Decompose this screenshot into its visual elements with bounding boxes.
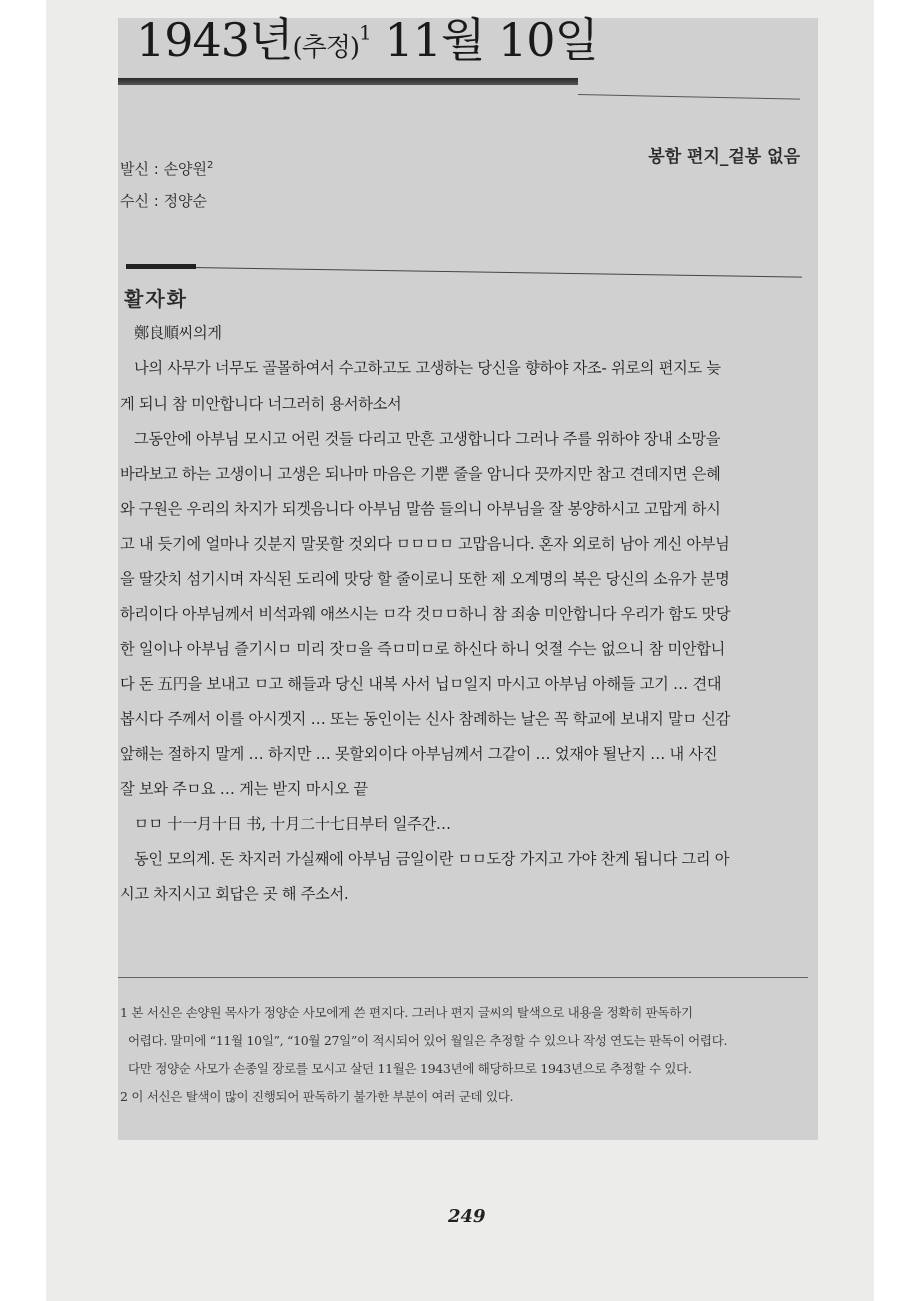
body-line: 동인 모의게. 돈 차지러 가실째에 아부님 금일이란 ㅁㅁ도장 가지고 가야 찬게 됩니다 그리 아 — [134, 850, 730, 868]
title-note-mark: 1 — [359, 20, 371, 45]
enclosure-note: 봉함 편지_겉봉 없음 — [648, 147, 800, 167]
footnote-rule — [118, 977, 808, 978]
body-line: 와 구원은 우리의 차지가 되겟음니다 아부님 말씀 들의니 아부님을 잘 봉양하시고 고맙게 하시 — [120, 500, 721, 518]
title-year: 1943년 — [136, 13, 293, 67]
body-line: 고 내 듯기에 얼마나 깃분지 말못할 것외다 ㅁㅁㅁㅁ 고맙음니다. 혼자 외로히 남아 게신 아부님 — [120, 535, 730, 553]
sender-note-mark: 2 — [207, 160, 214, 171]
section-rule-thick — [126, 264, 196, 269]
body-line: 나의 사무가 너무도 골몰하여서 수고하고도 고생하는 당신을 향하야 자조- 위로의 편지도 늦 — [134, 359, 721, 377]
title-rule — [118, 78, 578, 85]
body-line: 그동안에 아부님 모시고 어린 것들 다리고 만흔 고생합니다 그러나 주를 위하야 장내 소망을 — [134, 430, 721, 448]
body-line: 하리이다 아부님께서 비석과웨 애쓰시는 ㅁ각 것ㅁㅁ하니 참 죄송 미안합니다 우리가 함도 맛당 — [120, 605, 731, 623]
title-date: 11월 10일 — [384, 13, 598, 67]
sender-label: 발신 : 손양원 — [120, 160, 208, 178]
letter-title — [136, 4, 598, 70]
body-line: 다 돈 五円을 보내고 ㅁ고 해들과 당신 내복 사서 닙ㅁ일지 마시고 아부님 아해들 고기 … 견대 — [120, 675, 722, 693]
recipient: 수신 : 정양순 — [120, 192, 208, 210]
footnote-line: 어렵다. 말미에 “11월 10일”, “10월 27일”이 적시되어 있어 월일은 추정할 수 있으나 작성 연도는 판독이 어렵다. — [128, 1033, 728, 1048]
body-line: 시고 차지시고 회답은 곳 해 주소서. — [120, 885, 349, 903]
body-line: 앞해는 절하지 말게 … 하지만 … 못할외이다 아부님께서 그같이 … 었재야 될난지 … 내 사진 — [120, 745, 718, 763]
footnote-line: 1 본 서신은 손양원 목사가 정양순 사모에게 쓴 편지다. 그러나 편지 글씨의 탈색으로 내용을 정확히 판독하기 — [120, 1005, 693, 1020]
body-line: 게 되니 참 미안합니다 너그러히 용서하소서 — [120, 395, 402, 413]
body-line: 鄭良順씨의게 — [134, 324, 222, 342]
body-line: ㅁㅁ 十一月十日 书, 十月二十七日부터 일주간… — [134, 815, 451, 833]
body-line: 바라보고 하는 고생이니 고생은 되나마 마음은 기뿐 줄을 암니다 끗까지만 참고 견데지면 은혜 — [120, 465, 721, 483]
section-title: 활자화 — [124, 287, 188, 311]
sender — [120, 158, 213, 179]
body-line: 잘 보와 주ㅁ요 … 게는 받지 마시오 끝 — [120, 780, 368, 798]
footnote-line: 다만 정양순 사모가 손종일 장로를 모시고 살던 11월은 1943년에 해당하므로 1943년으로 추정할 수 있다. — [128, 1061, 692, 1076]
body-line: 을 딸갓치 섬기시며 자식된 도리에 맛당 할 줄이로니 또한 제 오계명의 복은 당신의 소유가 분명 — [120, 570, 730, 588]
footnote-line: 2 이 서신은 탈색이 많이 진행되어 판독하기 불가한 부분이 여러 군데 있다. — [120, 1089, 514, 1104]
title-estimated: (추정) — [292, 33, 360, 63]
body-line: 한 일이나 아부님 즐기시ㅁ 미리 잣ㅁ을 즉ㅁ미ㅁ로 하신다 하니 엇졀 수는 없으니 참 미안합니 — [120, 640, 725, 658]
page-number: 249 — [448, 1206, 486, 1227]
body-line: 봅시다 주께서 이를 아시겟지 … 또는 동인이는 신사 참례하는 날은 꼭 학교에 보내지 말ㅁ 신감 — [120, 710, 731, 728]
